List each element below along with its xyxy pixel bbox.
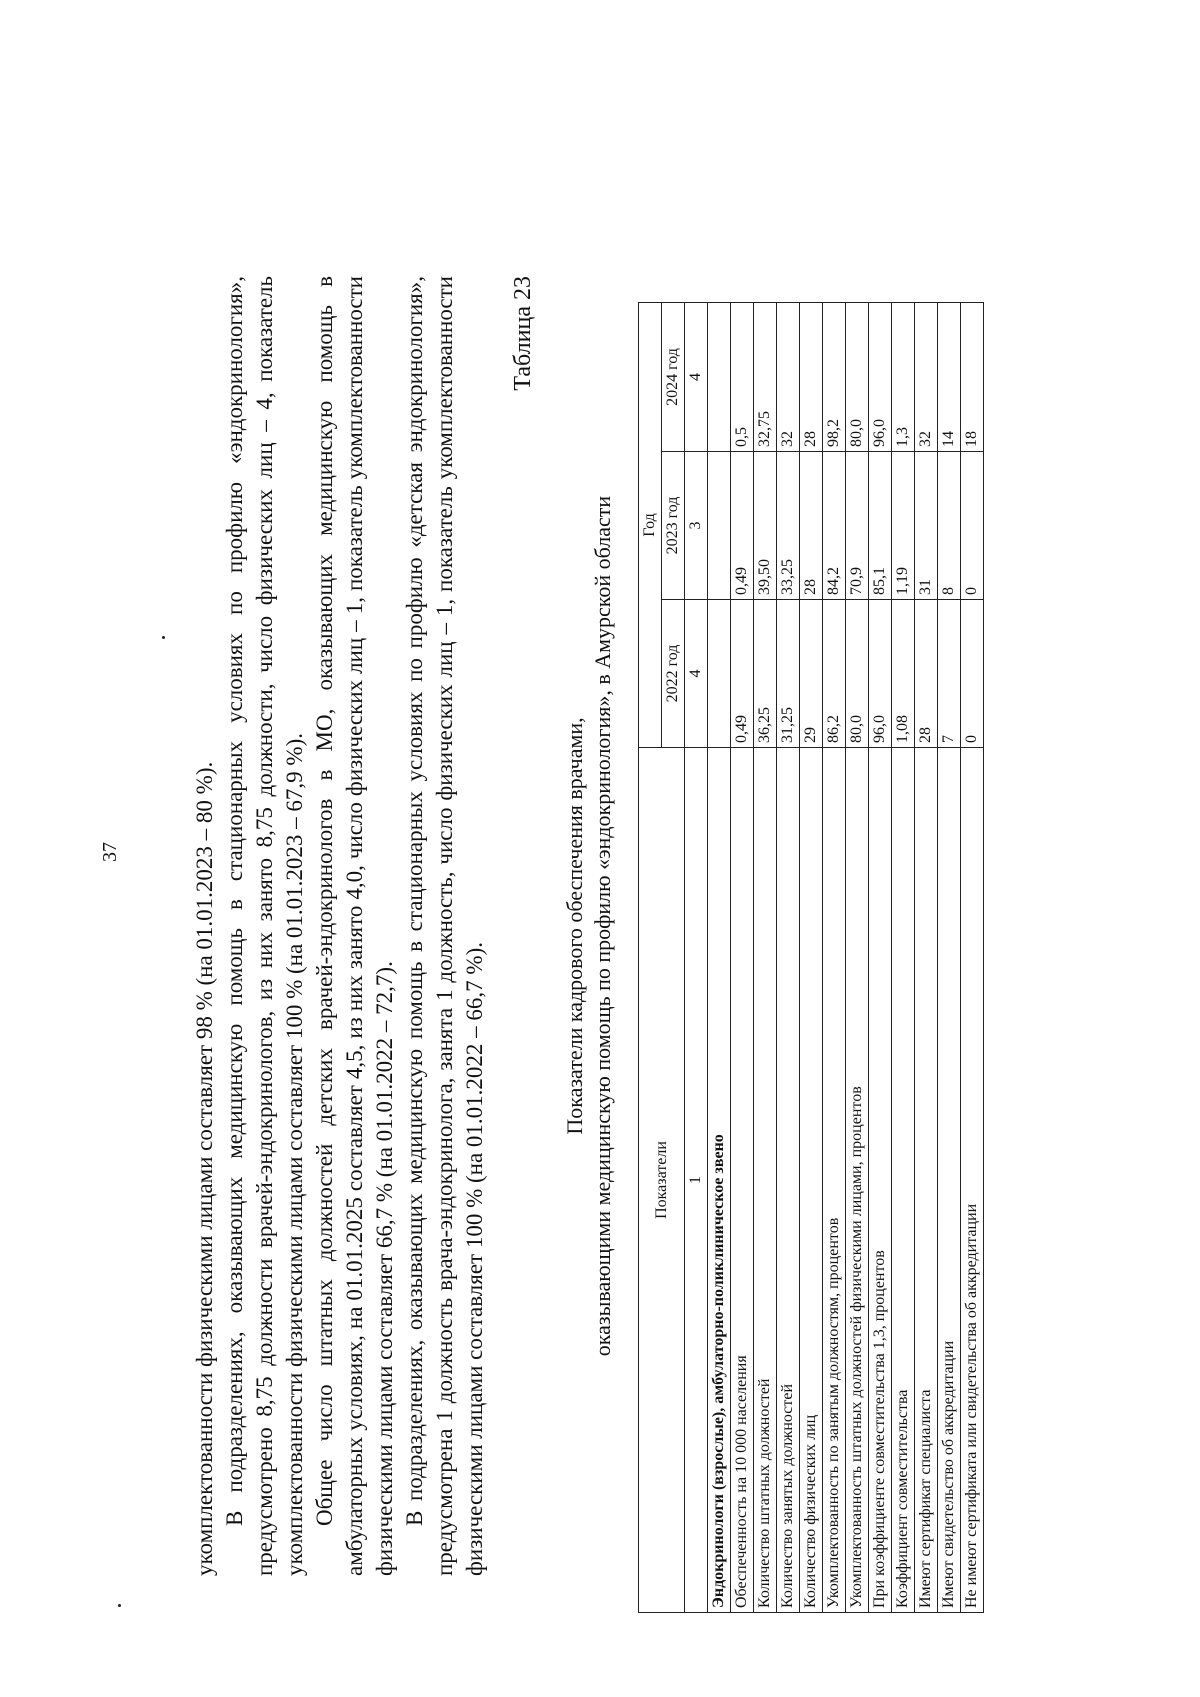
row-label: Коэффициент совместительства — [892, 748, 915, 1613]
value-2023: 8 — [938, 452, 961, 600]
table-row — [731, 303, 754, 1613]
paragraph: Общее число штатных должностей детских врачей-эндокринологов в МО, оказывающих медицинскую помощь в амбулаторных условиях, на 01.01.2025 составляет 4,5, из них занято 4,0, число физических лиц – 1, показатель укомплектованности физическими лицами составляет 66,7 % (на 01.01.2022 – 72,7). — [312, 276, 397, 1576]
row-label: Количество физических лиц — [800, 748, 823, 1613]
row-label: Имеют сертификат специалиста — [915, 748, 938, 1613]
row-label: Не имеют сертификата или свидетельства об аккредитации — [961, 748, 984, 1613]
empty-cell — [708, 600, 731, 748]
index-cell: 3 — [685, 452, 708, 600]
value-2022: 0,49 — [731, 600, 754, 748]
table-label: Таблица 23 — [510, 276, 536, 391]
header-indicator: Показатели — [639, 748, 685, 1613]
paragraph: укомплектованности физическими лицами составляет 98 % (на 01.01.2023 – 80 %). — [192, 761, 217, 1576]
table-row — [961, 303, 984, 1613]
value-2024: 14 — [938, 303, 961, 452]
index-cell: 4 — [685, 303, 708, 452]
empty-cell — [708, 452, 731, 600]
value-2023: 84,2 — [823, 452, 846, 600]
value-2023: 31 — [915, 452, 938, 600]
table-section-row — [708, 303, 731, 1613]
row-label: Обеспеченность на 10 000 населения — [731, 748, 754, 1613]
table-row — [869, 303, 892, 1613]
table-row — [892, 303, 915, 1613]
index-cell: 4 — [685, 600, 708, 748]
table-row — [846, 303, 869, 1613]
value-2024: 32 — [915, 303, 938, 452]
scan-speck — [118, 1604, 121, 1607]
table-caption-line-2: оказывающими медицинскую помощь по профилю «эндокринология», в Амурской области — [590, 495, 615, 1357]
table-row — [915, 303, 938, 1613]
paragraph: В подразделениях, оказывающих медицинскую помощь в стационарных условиях по профилю «эндокринология», предусмотрено 8,75 должности врачей-эндокринологов, из них занято 8,75 должности, число физических лиц – 4, показатель укомплектованности физическими лицами составляет 100 % (на 01.01.2023 – 67,9 %). — [222, 276, 307, 1576]
row-label: При коэффициенте совместительства 1,3, процентов — [869, 748, 892, 1613]
paragraph: В подразделениях, оказывающих медицинскую помощь в стационарных условиях по профилю «детская эндокринология», предусмотрена 1 должность врача-эндокринолога, занята 1 должность, число физических лиц – 1, показатель укомплектованности физическими лицами составляет 100 % (на 01.01.2022 – 66,7 %). — [402, 276, 487, 1576]
header-year-2022: 2022 год — [662, 600, 685, 748]
row-label: Количество занятых должностей — [777, 748, 800, 1613]
value-2023: 70,9 — [846, 452, 869, 600]
value-2022: 28 — [915, 600, 938, 748]
scan-speck — [162, 636, 165, 639]
row-label: Укомплектованность штатных должностей физическими лицами, процентов — [846, 748, 869, 1613]
staffing-table — [638, 302, 984, 1613]
value-2024: 0,5 — [731, 303, 754, 452]
page-number: 37 — [99, 842, 121, 862]
table-row — [777, 303, 800, 1613]
value-2022: 80,0 — [846, 600, 869, 748]
value-2022: 1,08 — [892, 600, 915, 748]
value-2023: 1,19 — [892, 452, 915, 600]
value-2023: 28 — [800, 452, 823, 600]
value-2024: 80,0 — [846, 303, 869, 452]
table-caption-line-1: Показатели кадрового обеспечения врачами, — [562, 717, 587, 1135]
value-2024: 98,2 — [823, 303, 846, 452]
header-year-2024: 2024 год — [662, 303, 685, 452]
table-row — [938, 303, 961, 1613]
value-2022: 31,25 — [777, 600, 800, 748]
value-2024: 28 — [800, 303, 823, 452]
value-2022: 0 — [961, 600, 984, 748]
table-header-row — [639, 303, 662, 1613]
value-2023: 33,25 — [777, 452, 800, 600]
value-2022: 36,25 — [754, 600, 777, 748]
value-2023: 39,50 — [754, 452, 777, 600]
table-row — [754, 303, 777, 1613]
value-2024: 18 — [961, 303, 984, 452]
value-2022: 7 — [938, 600, 961, 748]
value-2023: 85,1 — [869, 452, 892, 600]
value-2024: 32 — [777, 303, 800, 452]
value-2024: 96,0 — [869, 303, 892, 452]
staffing-table-container — [638, 303, 998, 1613]
row-label: Укомплектованность по занятым должностям, процентов — [823, 748, 846, 1613]
header-year: Год — [639, 303, 662, 748]
table-index-row — [685, 303, 708, 1613]
value-2024: 1,3 — [892, 303, 915, 452]
index-cell: 1 — [685, 748, 708, 1613]
row-label: Количество штатных должностей — [754, 748, 777, 1613]
value-2022: 86,2 — [823, 600, 846, 748]
table-row — [800, 303, 823, 1613]
table-row — [823, 303, 846, 1613]
row-label: Имеют свидетельство об аккредитации — [938, 748, 961, 1613]
section-title: Эндокринологи (взрослые), амбулаторно-поликлиническое звено — [708, 748, 731, 1613]
empty-cell — [708, 303, 731, 452]
header-year-2023: 2023 год — [662, 452, 685, 600]
value-2023: 0,49 — [731, 452, 754, 600]
value-2022: 29 — [800, 600, 823, 748]
value-2022: 96,0 — [869, 600, 892, 748]
value-2024: 32,75 — [754, 303, 777, 452]
value-2023: 0 — [961, 452, 984, 600]
body-text-block — [190, 276, 615, 1576]
